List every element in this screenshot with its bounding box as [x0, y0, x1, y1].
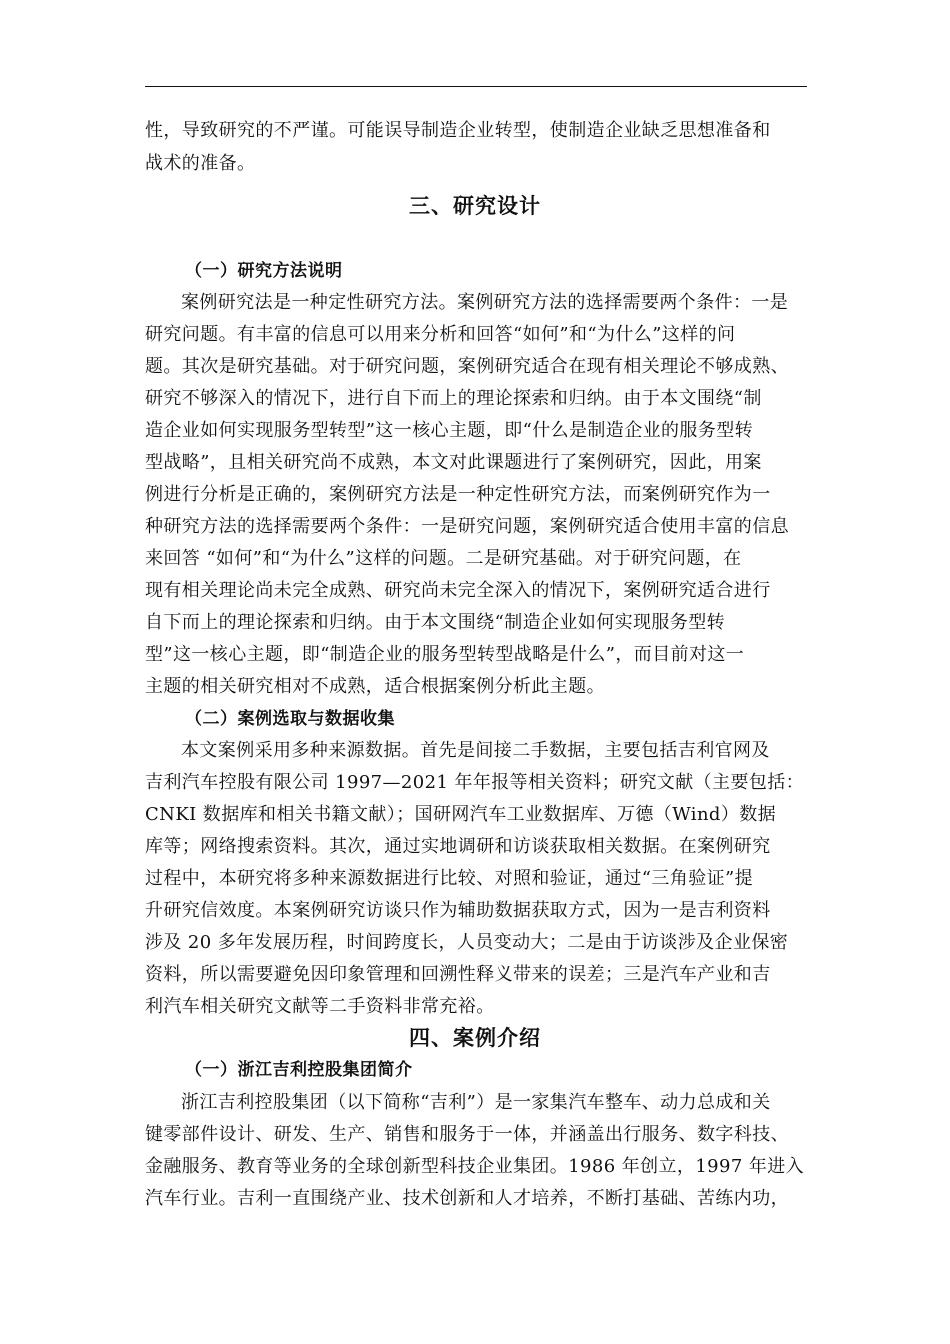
paragraph-line: 升研究信效度。本案例研究访谈只作为辅助数据获取方式，因为一是吉利资料: [145, 900, 771, 921]
paragraph-line: 现有相关理论尚未完全成熟、研究尚未完全深入的情况下，案例研究适合进行: [145, 580, 771, 601]
paragraph-line: 研究问题。有丰富的信息可以用来分析和回答“如何”和“为什么”这样的问: [145, 324, 736, 345]
paragraph-line: 吉利汽车控股有限公司 1997—2021 年年报等相关资料；研究文献（主要包括：: [145, 772, 805, 793]
paragraph-line: 种研究方法的选择需要两个条件：一是研究问题，案例研究适合使用丰富的信息: [145, 516, 789, 537]
paragraph-line: 本文案例采用多种来源数据。首先是间接二手数据，主要包括吉利官网及: [181, 740, 770, 761]
paragraph-line: 利汽车相关研究文献等二手资料非常充裕。: [145, 996, 495, 1017]
subheading-geely-profile: （一）浙江吉利控股集团简介: [185, 1060, 413, 1080]
paragraph-line: 例进行分析是正确的，案例研究方法是一种定性研究方法，而案例研究作为一: [145, 484, 771, 505]
paragraph-line: 键零部件设计、研发、生产、销售和服务于一体，并涵盖出行服务、数字科技、: [145, 1124, 789, 1145]
paragraph-line: 性，导致研究的不严谨。可能误导制造企业转型，使制造企业缺乏思想准备和: [145, 120, 771, 141]
paragraph-line: 型战略”，且相关研究尚不成熟，本文对此课题进行了案例研究，因此，用案: [145, 452, 762, 473]
paragraph-line: 主题的相关研究相对不成熟，适合根据案例分析此主题。: [145, 676, 605, 697]
paragraph-line: CNKI 数据库和相关书籍文献）；国研网汽车工业数据库、万德（Wind）数据: [145, 804, 777, 825]
paragraph-line: 浙江吉利控股集团（以下简称“吉利”）是一家集汽车整车、动力总成和关: [181, 1092, 771, 1113]
paragraph-line: 汽车行业。吉利一直围绕产业、技术创新和人才培养，不断打基础、苦练内功，: [145, 1188, 789, 1209]
subheading-case-selection: （二）案例选取与数据收集: [185, 709, 395, 729]
section-heading-case-introduction: 四、案例介绍: [409, 1025, 541, 1050]
paragraph-line: 涉及 20 多年发展历程，时间跨度长，人员变动大；二是由于访谈涉及企业保密: [145, 932, 789, 953]
paragraph-line: 战术的准备。: [145, 153, 256, 174]
paragraph-line: 过程中，本研究将多种来源数据进行比较、对照和验证，通过“三角验证”提: [145, 868, 754, 889]
paragraph-line: 案例研究法是一种定性研究方法。案例研究方法的选择需要两个条件：一是: [181, 292, 789, 313]
subheading-research-method: （一）研究方法说明: [185, 261, 343, 281]
paragraph-line: 造企业如何实现服务型转型”这一核心主题，即“什么是制造企业的服务型转: [145, 420, 754, 441]
section-heading-research-design: 三、研究设计: [409, 193, 541, 218]
paragraph-line: 研究不够深入的情况下，进行自下而上的理论探索和归纳。由于本文围绕“制: [145, 388, 762, 409]
paragraph-line: 金融服务、教育等业务的全球创新型科技企业集团。1986 年创立，1997 年进入: [145, 1156, 805, 1177]
paragraph-line: 题。其次是研究基础。对于研究问题，案例研究适合在现有相关理论不够成熟、: [145, 356, 789, 377]
paragraph-line: 自下而上的理论探索和归纳。由于本文围绕“制造企业如何实现服务型转: [145, 612, 725, 633]
paragraph-line: 型”这一核心主题，即“制造企业的服务型转型战略是什么”，而目前对这一: [145, 644, 745, 665]
paragraph-line: 资料，所以需要避免因印象管理和回溯性释义带来的误差；三是汽车产业和吉: [145, 964, 771, 985]
paragraph-line: 库等；网络搜索资料。其次，通过实地调研和访谈获取相关数据。在案例研究: [145, 836, 771, 857]
header-rule: [145, 86, 807, 87]
paragraph-line: 来回答 “如何”和“为什么”这样的问题。二是研究基础。对于研究问题，在: [145, 548, 742, 569]
